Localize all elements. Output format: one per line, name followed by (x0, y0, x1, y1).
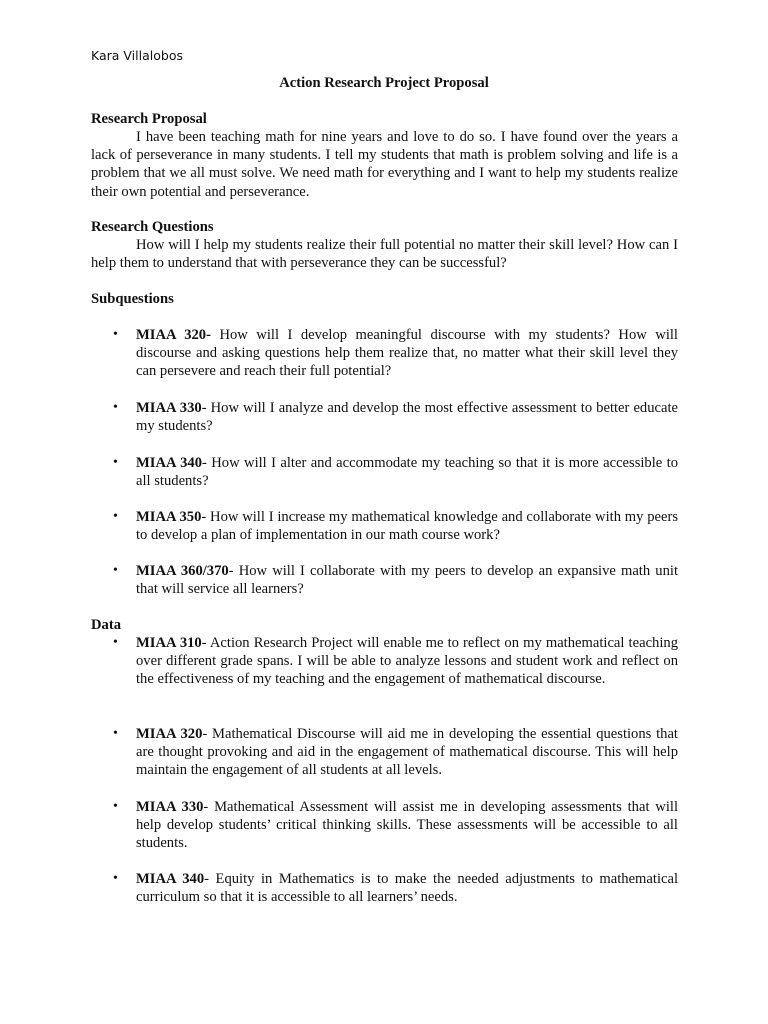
bullet-icon: • (113, 871, 118, 886)
document-title: Action Research Project Proposal (279, 75, 489, 91)
data-text (136, 725, 678, 780)
bullet-icon: • (113, 726, 118, 741)
item-text: - Equity in Mathematics is to make the needed adjustments to mathematical curriculum so that it is accessible to all learners’ needs. (136, 871, 679, 906)
bullet-icon: • (113, 400, 118, 415)
course-code: MIAA 320- (136, 327, 211, 343)
data-text (136, 634, 678, 689)
item-text: - How will I collaborate with my peers to develop an expansive math unit that will service all learners? (136, 563, 678, 598)
subquestion-text (136, 454, 678, 490)
data-text (136, 870, 678, 906)
item-text: - Action Research Project will enable me to reflect on my mathematical teaching over different grade spans. I will be able to analyze lessons and student work and reflect on the effectiveness of my teaching and the engagement of mathematical discourse. (136, 635, 678, 688)
data-heading: Data (91, 617, 121, 633)
item-text: How will I develop meaningful discourse with my students? How will discourse and asking questions help them realize that, no matter what their skill level they can persevere and reach their full potential? (136, 327, 678, 380)
research-proposal-text: I have been teaching math for nine years and love to do so. I have found over the years a lack of perseverance in many students. I tell my students that math is problem solving and life is a problem that we all must solve. We need math for everything and I want to help my students realize their own potential and perseverance. (91, 129, 678, 200)
course-code: MIAA 310 (136, 635, 202, 651)
data-text (136, 798, 678, 853)
course-code: MIAA 340 (136, 455, 203, 471)
research-questions-text: How will I help my students realize their full potential no matter their skill level? How can I help them to understand that with perseverance they can be successful? (91, 237, 678, 272)
bullet-icon: • (113, 327, 118, 342)
course-code: MIAA 340 (136, 871, 205, 887)
subquestions-heading: Subquestions (91, 291, 174, 307)
bullet-icon: • (113, 563, 118, 578)
course-code: MIAA 320 (136, 726, 203, 742)
bullet-icon: • (113, 455, 118, 470)
course-code: MIAA 330 (136, 400, 202, 416)
bullet-icon: • (113, 799, 118, 814)
bullet-icon: • (113, 635, 118, 650)
course-code: MIAA 360/370 (136, 563, 229, 579)
subquestion-text (136, 399, 678, 435)
item-text: - Mathematical Assessment will assist me in developing assessments that will help develop students’ critical thinking skills. These assessments will be accessible to all students. (136, 799, 679, 852)
item-text: - Mathematical Discourse will aid me in developing the essential questions that are thought provoking and aid in the engagement of mathematical discourse. This will help maintain the engagement of all students at all levels. (136, 726, 678, 779)
research-proposal-heading: Research Proposal (91, 111, 207, 127)
item-text: - How will I increase my mathematical knowledge and collaborate with my peers to develop a plan of implementation in our math course work? (136, 509, 678, 544)
subquestion-text (136, 326, 678, 381)
item-text: - How will I analyze and develop the most effective assessment to better educate my students? (136, 400, 679, 435)
bullet-icon: • (113, 509, 118, 524)
course-code: MIAA 330 (136, 799, 204, 815)
research-questions-heading: Research Questions (91, 219, 214, 235)
author-name: Kara Villalobos (91, 48, 183, 63)
subquestion-text (136, 562, 678, 598)
course-code: MIAA 350 (136, 509, 202, 525)
item-text: - How will I alter and accommodate my teaching so that it is more accessible to all students? (136, 455, 679, 490)
research-proposal-paragraph (91, 128, 678, 201)
research-questions-paragraph (91, 236, 678, 272)
subquestion-text (136, 508, 678, 544)
